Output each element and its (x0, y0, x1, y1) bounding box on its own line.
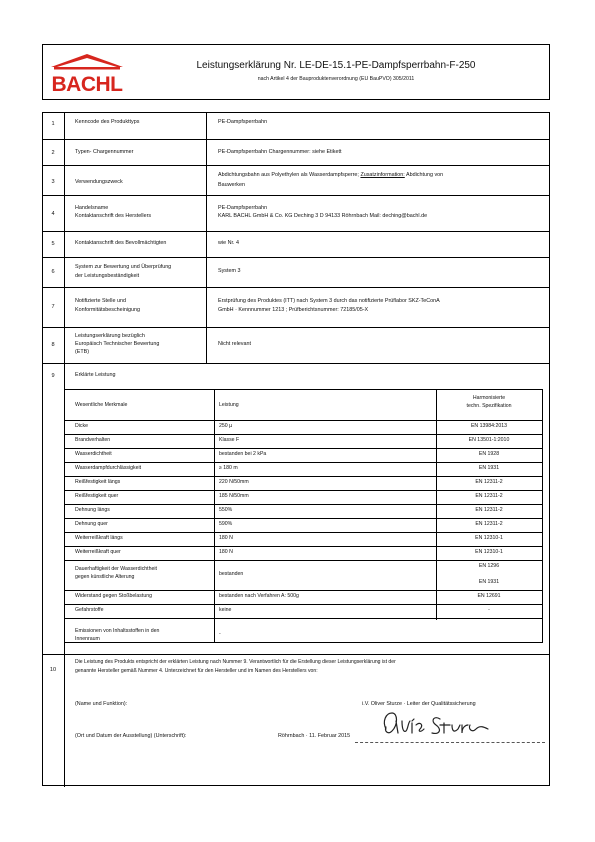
row-value: Nicht relevant (218, 341, 251, 347)
column-header-standard: techn. Spezifikation (466, 403, 512, 409)
row-label: Verwendungszweck (75, 179, 123, 185)
place-value: Röhrnbach · 11. Februar 2015 (278, 733, 351, 739)
standard-cell: EN 1931 (478, 579, 500, 585)
standard-cell: EN 12311-2 (475, 479, 503, 485)
row-value: System 3 (218, 268, 241, 274)
feature-cell: Wasserdichtheit (75, 451, 112, 457)
performance-cell: 220 N/50mm (219, 479, 249, 485)
feature-cell: Reißfestigkeit quer (75, 493, 119, 499)
row-label: System zur Bewertung und Überprüfung (75, 264, 172, 270)
feature-cell: Dehnung quer (75, 521, 108, 527)
row-number: 2 (51, 150, 55, 156)
row-label-cont: (ETB) (75, 349, 90, 355)
row-label: Erklärte Leistung (75, 372, 116, 378)
row-number: 9 (51, 373, 55, 379)
performance-cell: bestanden nach Verfahren A: 500g (219, 593, 299, 599)
row-label-cont: Konformitätsbescheinigung (75, 307, 141, 313)
feature-cell: Weiterreißkraft längs (75, 535, 123, 541)
row-number: 4 (51, 211, 55, 217)
performance-cell: 550% (219, 507, 233, 513)
feature-cell: Dicke (75, 423, 88, 429)
name-label: (Name und Funktion): (75, 701, 128, 707)
row-number: 3 (51, 179, 55, 185)
performance-cell: bestanden (219, 571, 244, 577)
row-label: Kontaktanschrift des Bevollmächtigten (75, 240, 167, 246)
performance-cell: 180 N (219, 549, 233, 555)
performance-cell: Klasse F (219, 437, 240, 443)
standard-cell: EN 12311-2 (475, 493, 503, 499)
feature-cell: Wasserdampfdurchlässigkeit (75, 465, 142, 471)
name-value: i.V. Oliver Sturze · Leiter der Qualitätssicherung (362, 701, 476, 707)
row-number: 7 (51, 304, 55, 310)
row-label: Typen- Chargennummer (75, 149, 134, 155)
feature-cell: Dauerhaftigkeit der Wasserdichtheit (75, 566, 157, 572)
row-value: Abdichtungsbahn aus Polyethylen als Wasserdampfsperre; Zusatzinformation: Abdichtung von (218, 172, 444, 178)
standard-cell: EN 13501-1:2010 (468, 437, 510, 443)
column-header-standard: Harmonisierte (472, 395, 506, 401)
row-value-cont: KARL BACHL GmbH & Co. KG Deching 3 D 94133 Röhrnbach Mail: deching@bachl.de (218, 213, 428, 219)
row-value-cont: Bauwerken (218, 182, 245, 188)
row-label-cont: Kontaktanschrift des Herstellers (75, 213, 152, 219)
row-label: Handelsname (75, 205, 109, 211)
feature-cell: Reißfestigkeit längs (75, 479, 121, 485)
performance-cell: 180 N (219, 535, 233, 541)
row-number: 10 (49, 667, 57, 673)
column-header-feature: Wesentliche Merkmale (75, 402, 128, 408)
row-label-cont: der Leistungsbeständigkeit (75, 273, 140, 279)
standard-cell: EN 12310-1 (475, 549, 503, 555)
row-value: wie Nr. 4 (218, 240, 239, 246)
place-label: (Ort und Datum der Ausstellung) (Unterschrift): (75, 733, 187, 739)
row-value: PE-Dampfsperrbahn Chargennummer: siehe Etikett (218, 149, 342, 155)
row-label: Leistungserklärung bezüglich (75, 333, 145, 339)
row-label: Kenncode des Produkttyps (75, 119, 140, 125)
document-title: Leistungserklärung Nr. LE-DE-15.1-PE-Dampfsperrbahn-F-250 (196, 60, 476, 71)
handwritten-signature (380, 707, 500, 741)
feature-cell: Weiterreißkraft quer (75, 549, 121, 555)
row-value: Erstprüfung des Produktes (ITT) nach System 3 durch das notifizierte Prüflabor SKZ-TeConA (218, 298, 440, 304)
standard-cell: - (488, 607, 490, 613)
standard-cell: EN 12691 (477, 593, 501, 599)
feature-cell: Emissionen von Inhaltsstoffen in den (75, 628, 160, 634)
standard-cell: EN 1928 (478, 451, 500, 457)
bachl-logo (49, 53, 125, 95)
signature-line (355, 742, 545, 743)
feature-cell: Gefahrstoffe (75, 607, 104, 613)
row-value: PE-Dampfsperrbahn (218, 119, 268, 125)
performance-cell: 250 µ (219, 423, 233, 429)
standard-cell: EN 13984:2013 (470, 423, 508, 429)
feature-cell-cont: Innenraum (75, 636, 100, 642)
standard-cell: EN 1296 (478, 563, 500, 569)
svg-text:BACHL: BACHL (51, 73, 123, 95)
performance-cell: keine (219, 607, 232, 613)
row-label-cont: Europäisch Technischer Bewertung (75, 341, 160, 347)
standard-cell: EN 12310-1 (475, 535, 503, 541)
row-label: Notifizierte Stelle und (75, 298, 126, 304)
standard-cell: EN 12311-2 (475, 507, 503, 513)
feature-cell-cont: gegen künstliche Alterung (75, 574, 135, 580)
performance-cell: bestanden bei 2 kPa (219, 451, 267, 457)
standard-cell: EN 1931 (478, 465, 500, 471)
row-number: 5 (51, 241, 55, 247)
row-number: 8 (51, 342, 55, 348)
document-subtitle: nach Artikel 4 der Bauproduktenverordnung (EU BauPVO) 305/2011 (257, 76, 415, 82)
row-value: PE-Dampfsperrbahn (218, 205, 268, 211)
feature-cell: Dehnung längs (75, 507, 110, 513)
declaration-text: Die Leistung des Produkts entspricht der erklärten Leistung nach Nummer 9. Verantwortlich für die Erstellung dieser Leistungserklärung ist der (75, 659, 396, 665)
row-number: 6 (51, 269, 55, 275)
performance-cell: 590% (219, 521, 233, 527)
standard-cell: EN 12311-2 (475, 521, 503, 527)
feature-cell: Brandverhalten (75, 437, 111, 443)
performance-cell: - (219, 631, 221, 637)
column-header-performance: Leistung (219, 402, 239, 408)
performance-cell: ≥ 180 m (219, 465, 238, 471)
declaration-text-cont: genannte Hersteller gemäß Nummer 4. Unterzeichnet für den Hersteller und im Namen des Herstellers von: (75, 668, 318, 674)
feature-cell: Widerstand gegen Stoßbelastung (75, 593, 152, 599)
performance-cell: 185 N/50mm (219, 493, 249, 499)
row-value-cont: GmbH · Kennnummer 1213 ; Prüfberichtsnummer: 72185/05-X (218, 307, 369, 313)
row-number: 1 (51, 121, 55, 127)
